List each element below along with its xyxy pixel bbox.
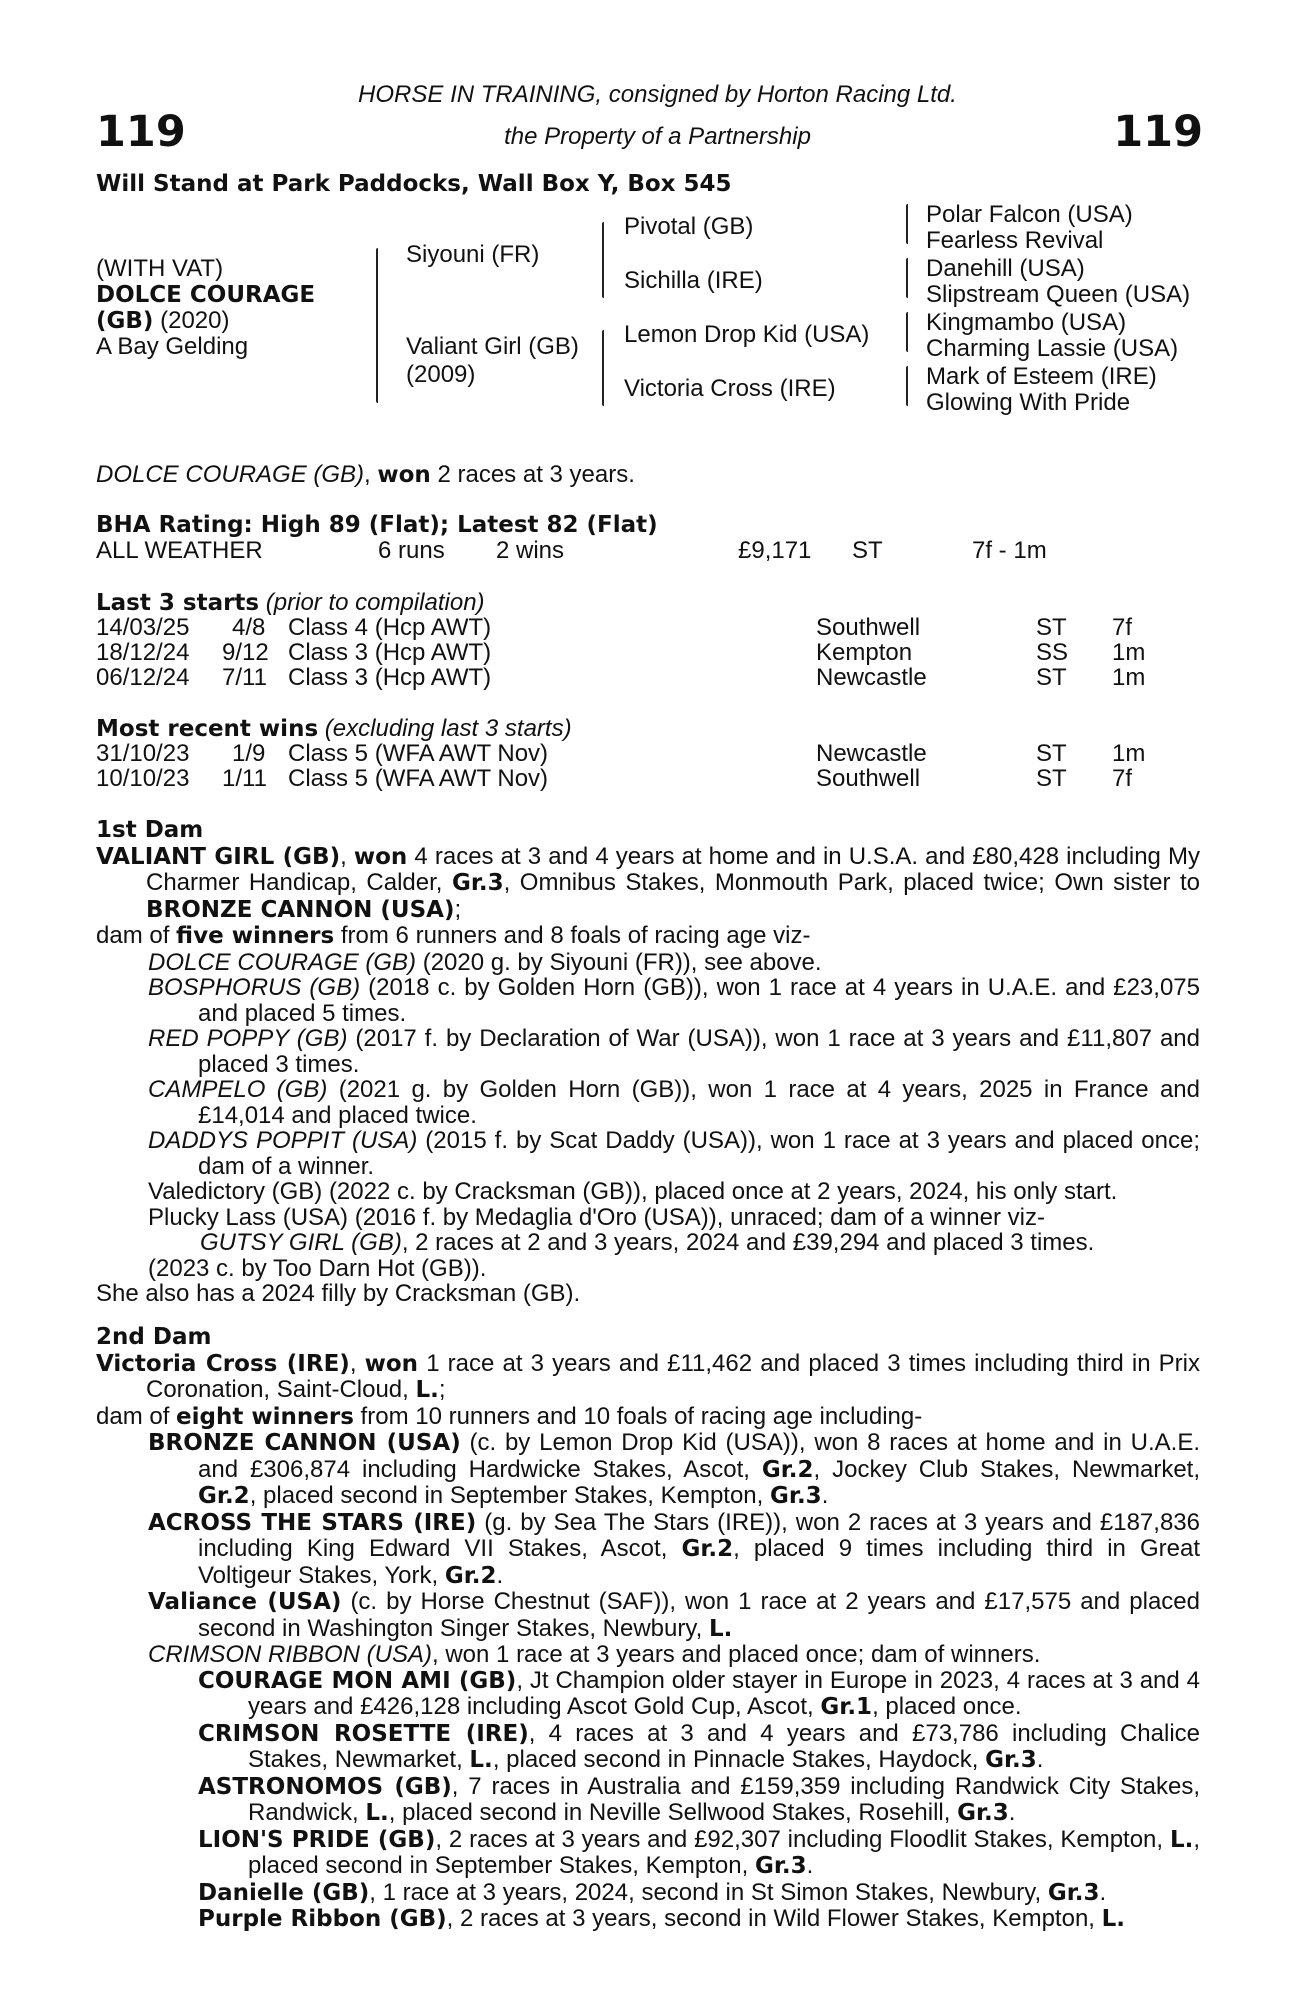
race-summary: DOLCE COURAGE (GB), won 2 races at 3 years.	[96, 461, 635, 488]
form-date: 18/12/24	[96, 639, 190, 666]
pedigree-brace-main	[376, 248, 378, 403]
pedigree-brace-g3-1	[906, 204, 908, 244]
horse-description: A Bay Gelding	[96, 333, 249, 360]
win-going: ST	[1036, 765, 1067, 792]
produce-sub-entry: GUTSY GIRL (GB), 2 races at 2 and 3 years, 2024 and £39,294 and placed 3 times.	[200, 1229, 1095, 1256]
rating-runs: 6 runs	[378, 537, 445, 564]
produce-entry: ACROSS THE STARS (IRE) (g. by Sea The Stars (IRE)), won 2 races at 3 years and £187,836 including King Edward VII Stakes, Ascot, Gr.2, placed 9 times including third in Great Voltigeur Stakes, York, Gr.2.	[148, 1508, 1200, 1589]
rating-wins: 2 wins	[496, 537, 565, 564]
pedigree-g3-2: Fearless Revival	[926, 227, 1104, 254]
form-race: Class 4 (Hcp AWT)	[288, 614, 492, 641]
vat-status: (WITH VAT)	[96, 255, 224, 282]
produce-entry: Plucky Lass (USA) (2016 f. by Medaglia d'Oro (USA)), unraced; dam of a winner viz-	[148, 1203, 1045, 1231]
produce-entry: DOLCE COURAGE (GB) (2020 g. by Siyouni (FR)), see above.	[148, 948, 822, 976]
win-going: ST	[1036, 740, 1067, 767]
stand-location: Will Stand at Park Paddocks, Wall Box Y, Box 545	[96, 171, 732, 197]
produce-entry: BOSPHORUS (GB) (2018 c. by Golden Horn (GB)), won 1 race at 4 years in U.A.E. and £23,075 and placed 5 times.	[148, 974, 1200, 1027]
pedigree-g3-5: Kingmambo (USA)	[926, 309, 1127, 336]
form-going: SS	[1036, 639, 1069, 666]
pedigree-dam-dam: Victoria Cross (IRE)	[624, 375, 836, 402]
last-starts-heading: Last 3 starts (prior to compilation)	[96, 589, 485, 616]
form-course: Southwell	[816, 614, 921, 641]
form-date: 14/03/25	[96, 614, 190, 641]
form-position: 7/11	[222, 664, 267, 691]
second-dam-section	[96, 1324, 1200, 1933]
second-dam-record: Victoria Cross (IRE), won 1 race at 3 years and £11,462 and placed 3 times including third in Prix Coronation, Saint-Cloud, L.;	[96, 1349, 1200, 1403]
win-distance: 7f	[1112, 765, 1133, 792]
form-going: ST	[1036, 664, 1067, 691]
produce-entry: RED POPPY (GB) (2017 f. by Declaration of War (USA)), won 1 race at 3 years and £11,807 and placed 3 times.	[148, 1025, 1200, 1078]
form-course: Newcastle	[816, 664, 927, 691]
form-distance: 7f	[1112, 614, 1133, 641]
form-row	[96, 640, 1196, 666]
win-race: Class 5 (WFA AWT Nov)	[288, 765, 549, 792]
produce-entry: Valedictory (GB) (2022 c. by Cracksman (GB)), placed once at 2 years, 2024, his only start.	[148, 1178, 1118, 1205]
produce-sub-entry: Danielle (GB), 1 race at 3 years, 2024, second in St Simon Stakes, Newbury, Gr.3.	[198, 1878, 1107, 1906]
form-distance: 1m	[1112, 639, 1146, 666]
win-course: Newcastle	[816, 740, 927, 767]
second-dam-heading: 2nd Dam	[96, 1324, 212, 1350]
produce-sub-entry: ASTRONOMOS (GB), 7 races in Australia and £159,359 including Randwick City Stakes, Randwick, L., placed second in Neville Sellwood Stakes, Rosehill, Gr.3.	[198, 1772, 1200, 1826]
pedigree-brace-sire	[602, 222, 604, 298]
bha-rating: BHA Rating: High 89 (Flat); Latest 82 (Flat)	[96, 512, 658, 538]
lot-number-right: 119	[1113, 107, 1203, 157]
produce-sub-entry: CRIMSON ROSETTE (IRE), 4 races at 3 and 4 years and £73,786 including Chalice Stakes, Newmarket, L., placed second in Pinnacle Stakes, Haydock, Gr.3.	[198, 1719, 1201, 1773]
form-position: 4/8	[232, 614, 266, 641]
form-row	[96, 615, 1196, 641]
second-dam-produce-summary: dam of eight winners from 10 runners and 10 foals of racing age including-	[96, 1402, 923, 1430]
first-dam-heading: 1st Dam	[96, 817, 204, 843]
produce-entry: BRONZE CANNON (USA) (c. by Lemon Drop Kid (USA)), won 8 races at home and in U.A.E. and £306,874 including Hardwicke Stakes, Ascot, Gr.2, Jockey Club Stakes, Newmarket, Gr.2, placed second in September Stakes, Kempton, Gr.3.	[148, 1429, 1200, 1509]
win-date: 10/10/23	[96, 765, 190, 792]
form-going: ST	[1036, 614, 1067, 641]
lot-number-left: 119	[96, 107, 186, 157]
pedigree-g3-6: Charming Lassie (USA)	[926, 335, 1179, 362]
recent-wins-heading: Most recent wins (excluding last 3 starts)	[96, 715, 572, 742]
win-course: Southwell	[816, 765, 921, 792]
consignor-line: HORSE IN TRAINING, consigned by Horton Racing Ltd.	[358, 81, 957, 108]
pedigree-brace-dam	[602, 330, 604, 406]
pedigree-g3-8: Glowing With Pride	[926, 389, 1131, 416]
produce-entry: (2023 c. by Too Darn Hot (GB)).	[148, 1254, 487, 1282]
produce-entry: Valiance (USA) (c. by Horse Chestnut (SAF)), won 1 race at 2 years and £17,575 and placed second in Washington Singer Stakes, Newbury, L.	[148, 1588, 1201, 1642]
rating-earnings: £9,171	[738, 537, 812, 564]
pedigree-sire-dam: Sichilla (IRE)	[624, 267, 763, 294]
rating-record-row	[96, 538, 1196, 564]
pedigree-g3-1: Polar Falcon (USA)	[926, 201, 1133, 228]
form-date: 06/12/24	[96, 664, 190, 691]
pedigree-brace-g3-3	[906, 312, 908, 352]
pedigree-brace-g3-4	[906, 366, 908, 406]
win-row	[96, 766, 1196, 792]
produce-entry: CAMPELO (GB) (2021 g. by Golden Horn (GB)), won 1 race at 4 years, 2025 in France and £14,014 and placed twice.	[148, 1076, 1200, 1129]
horse-origin-year: (GB) (2020)	[96, 307, 230, 334]
form-row	[96, 665, 1196, 691]
pedigree-g3-7: Mark of Esteem (IRE)	[926, 363, 1157, 390]
pedigree-dam-sire: Lemon Drop Kid (USA)	[624, 321, 870, 348]
first-dam-produce-summary: dam of five winners from 6 runners and 8 foals of racing age viz-	[96, 922, 811, 949]
form-distance: 1m	[1112, 664, 1146, 691]
produce-entry: CRIMSON RIBBON (USA), won 1 race at 3 years and placed once; dam of winners.	[148, 1641, 1041, 1668]
pedigree-dam: Valiant Girl (GB)	[406, 333, 579, 360]
win-row	[96, 741, 1196, 767]
win-race: Class 5 (WFA AWT Nov)	[288, 740, 549, 767]
rating-distance: 7f - 1m	[972, 537, 1047, 564]
produce-sub-entry: Purple Ribbon (GB), 2 races at 3 years, second in Wild Flower Stakes, Kempton, L.	[198, 1905, 1126, 1932]
first-dam-section	[96, 817, 1200, 1307]
form-position: 9/12	[222, 639, 269, 666]
pedigree-g3-3: Danehill (USA)	[926, 255, 1085, 282]
first-dam-note: She also has a 2024 filly by Cracksman (GB).	[96, 1280, 581, 1307]
produce-sub-entry: COURAGE MON AMI (GB), Jt Champion older stayer in Europe in 2023, 4 races at 3 and 4 years and £426,128 including Ascot Gold Cup, Ascot, Gr.1, placed once.	[198, 1666, 1200, 1720]
form-course: Kempton	[816, 639, 913, 666]
pedigree-sire-sire: Pivotal (GB)	[624, 213, 754, 240]
produce-sub-entry: LION'S PRIDE (GB), 2 races at 3 years and £92,307 including Floodlit Stakes, Kempton, L., placed second in September Stakes, Kempton, Gr.3.	[198, 1825, 1201, 1879]
win-date: 31/10/23	[96, 740, 190, 767]
produce-entry: DADDYS POPPIT (USA) (2015 f. by Scat Daddy (USA)), won 1 race at 3 years and placed once; dam of a winner.	[148, 1127, 1200, 1180]
win-distance: 1m	[1112, 740, 1146, 767]
pedigree-dam-year: (2009)	[406, 361, 476, 388]
rating-surface: ALL WEATHER	[96, 537, 263, 564]
horse-name: DOLCE COURAGE	[96, 282, 316, 308]
win-position: 1/11	[222, 765, 267, 792]
win-position: 1/9	[232, 740, 266, 767]
pedigree-brace-g3-2	[906, 258, 908, 298]
first-dam-record: VALIANT GIRL (GB), won 4 races at 3 and 4 years at home and in U.S.A. and £80,428 including My Charmer Handicap, Calder, Gr.3, Omnibus Stakes, Monmouth Park, placed twice; Own sister to BRONZE CANNON (USA);	[96, 842, 1201, 923]
form-race: Class 3 (Hcp AWT)	[288, 639, 492, 666]
pedigree-sire: Siyouni (FR)	[406, 241, 540, 268]
form-race: Class 3 (Hcp AWT)	[288, 664, 492, 691]
property-line: the Property of a Partnership	[504, 123, 811, 150]
pedigree-g3-4: Slipstream Queen (USA)	[926, 281, 1191, 308]
rating-going: ST	[852, 537, 883, 564]
